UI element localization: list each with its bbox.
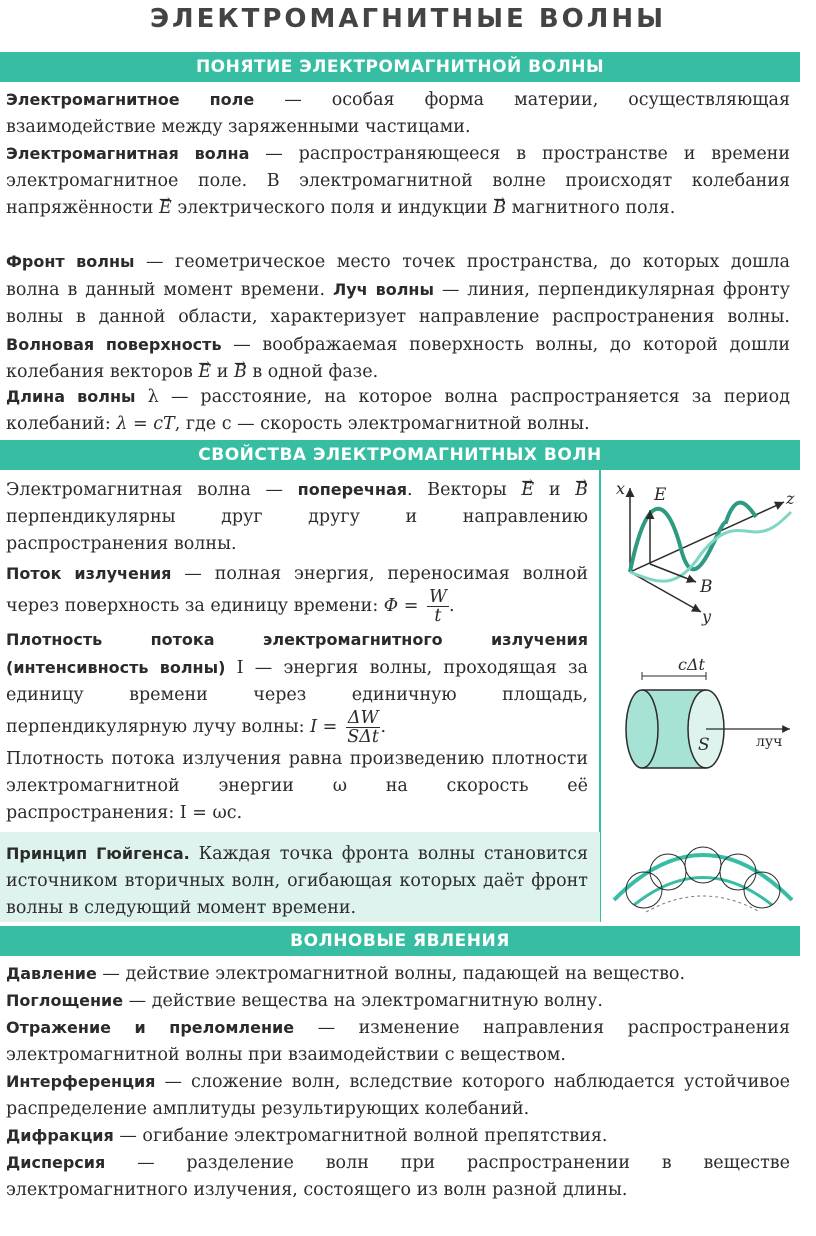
- term-field: Электромагнитное поле: [6, 90, 255, 109]
- definition-text: Электромагнитная волна —: [6, 480, 298, 500]
- phenomenon-diffraction: [6, 1122, 790, 1150]
- definition-flux: [6, 560, 588, 625]
- fraction-numerator: ΔW: [347, 708, 379, 728]
- cylinder-diagram: [606, 650, 806, 775]
- definition-text: .: [448, 596, 455, 616]
- fraction-numerator: W: [428, 587, 447, 607]
- intensity-equation: Плотность потока излучения равна произведению плотности электромагнитной энергии ω на скорость её распространения: I = ωc.: [6, 749, 588, 823]
- term-wave: Электромагнитная волна: [6, 144, 250, 163]
- definition-wave: [6, 140, 790, 222]
- vector-e: → E: [521, 480, 534, 500]
- definition-text: — воображаемая поверхность волны, до которой дошли колебания векторов: [6, 335, 791, 382]
- cylinder-length-label: cΔt: [678, 655, 705, 674]
- definition-intensity: [6, 626, 588, 746]
- definition-huygens: [6, 840, 588, 922]
- definition-field: [6, 86, 790, 141]
- fraction-denominator: t: [434, 606, 442, 626]
- vector-b: → B: [234, 362, 247, 382]
- phenomenon-interference: [6, 1068, 790, 1123]
- definition-text: перпендикулярны друг другу и направлению распространения волны.: [6, 507, 588, 554]
- definition-text: — действие электромагнитной волны, падающей на вещество.: [96, 964, 686, 984]
- definition-text: в одной фазе.: [246, 362, 379, 382]
- term-surface: Волновая поверхность: [6, 335, 222, 354]
- x-axis-label: x: [616, 479, 626, 498]
- fraction-denominator: SΔt: [347, 727, 379, 747]
- definition-text: Каждая точка фронта волны становится источником вторичных волн, огибающая которых даёт фронт волны в следующий момент времени.: [6, 844, 589, 918]
- definition-text: .: [380, 717, 387, 737]
- term-front: Фронт волны: [6, 252, 135, 271]
- definition-front: [6, 248, 790, 386]
- term-intensity: Плотность потока электромагнитного излучения (интенсивность волны): [6, 630, 588, 677]
- definition-text: . Векторы: [407, 480, 522, 500]
- term-ray: Луч волны: [332, 280, 434, 299]
- definition-transverse: [6, 476, 588, 558]
- term-diffraction: Дифракция: [6, 1126, 114, 1145]
- huygens-diagram: [606, 820, 801, 920]
- vector-e: → E: [159, 198, 172, 218]
- definition-text: — сложение волн, вследствие которого наблюдается устойчивое распределение амплитуды результирующих колебаний.: [6, 1072, 790, 1119]
- definition-text: — огибание электромагнитной волной препятствия.: [113, 1126, 608, 1146]
- phenomenon-dispersion: [6, 1149, 790, 1204]
- term-wavelength: Длина волны: [6, 387, 136, 406]
- inner-wavelet-trace: [646, 896, 760, 912]
- definition-text: и: [534, 480, 576, 500]
- term-reflection: Отражение и преломление: [6, 1018, 295, 1037]
- y-axis-label: y: [702, 607, 712, 626]
- section-header-properties: СВОЙСТВА ЭЛЕКТРОМАГНИТНЫХ ВОЛН: [0, 440, 800, 470]
- definition-text: , где c — скорость электромагнитной волны.: [174, 414, 590, 434]
- term-huygens: Принцип Гюйгенса.: [6, 844, 190, 863]
- formula-wavelength: λ = cT: [116, 414, 175, 434]
- formula-intensity-fraction: [346, 709, 381, 746]
- definition-text: — разделение волн при распространении в веществе электромагнитного излучения, состоящего из волн разной длины.: [6, 1153, 790, 1200]
- definition-text: — распространяющееся в пространстве и времени электромагнитное поле. В электромагнитной волне происходят колебания напряжённости: [6, 144, 790, 218]
- term-transverse: поперечная: [297, 480, 408, 499]
- definition-text: и: [211, 362, 234, 382]
- phenomenon-absorption: [6, 987, 790, 1015]
- vector-e: → E: [198, 362, 211, 382]
- definition-text: электрического поля и индукции: [171, 198, 494, 218]
- current-wavefront-arc: [634, 878, 772, 906]
- vector-b: → B: [493, 198, 506, 218]
- phenomenon-reflection: [6, 1014, 790, 1069]
- section-header-phenomena: ВОЛНОВЫЕ ЯВЛЕНИЯ: [0, 926, 800, 956]
- term-absorption: Поглощение: [6, 991, 124, 1010]
- y-axis: [630, 572, 701, 612]
- vector-e-label: E: [654, 485, 667, 505]
- definition-text: — особая форма материи, осуществляющая взаимодействие между заряженными частицами.: [6, 90, 790, 137]
- section-header-concept: ПОНЯТИЕ ЭЛЕКТРОМАГНИТНОЙ ВОЛНЫ: [0, 52, 800, 82]
- page-title: ЭЛЕКТРОМАГНИТНЫЕ ВОЛНЫ: [149, 4, 667, 34]
- cylinder-back-face: [626, 690, 658, 768]
- term-flux: Поток излучения: [6, 564, 172, 583]
- definition-text: — действие вещества на электромагнитную волну.: [123, 991, 603, 1011]
- formula-flux-fraction: [427, 588, 449, 625]
- definition-text: — линия, перпендикулярная фронту волны в данной области, характеризует направление распространения волны.: [6, 280, 790, 327]
- ray-label: луч: [756, 734, 783, 750]
- definition-text: магнитного поля.: [506, 198, 676, 218]
- z-axis-label: z: [786, 489, 795, 508]
- term-interference: Интерференция: [6, 1072, 156, 1091]
- electric-wave-curve: [630, 503, 756, 572]
- definition-text: λ — расстояние, на которое волна распространяется за период колебаний:: [6, 387, 790, 434]
- formula-flux-lhs: Φ =: [383, 596, 424, 616]
- wave-diagram: [606, 472, 806, 632]
- definition-text: — полная энергия, переносимая волной через поверхность за единицу времени:: [6, 564, 588, 616]
- definition-text: I — энергия волны, проходящая за единицу времени через единичную площадь, перпендикулярную лучу волны:: [6, 658, 588, 737]
- term-dispersion: Дисперсия: [6, 1153, 106, 1172]
- vector-b-label: B: [700, 577, 713, 597]
- definition-text: — геометрическое место точек пространства, до которых дошла волна в данный момент времени.: [6, 252, 790, 300]
- definition-wavelength: [6, 383, 790, 438]
- definition-text: — изменение направления распространения электромагнитной волны при взаимодействии с веществом.: [6, 1018, 790, 1065]
- formula-intensity-lhs: I =: [310, 717, 343, 737]
- term-pressure: Давление: [6, 964, 97, 983]
- area-label: S: [698, 735, 710, 755]
- phenomenon-pressure: [6, 960, 790, 988]
- vector-b: → B: [575, 480, 588, 500]
